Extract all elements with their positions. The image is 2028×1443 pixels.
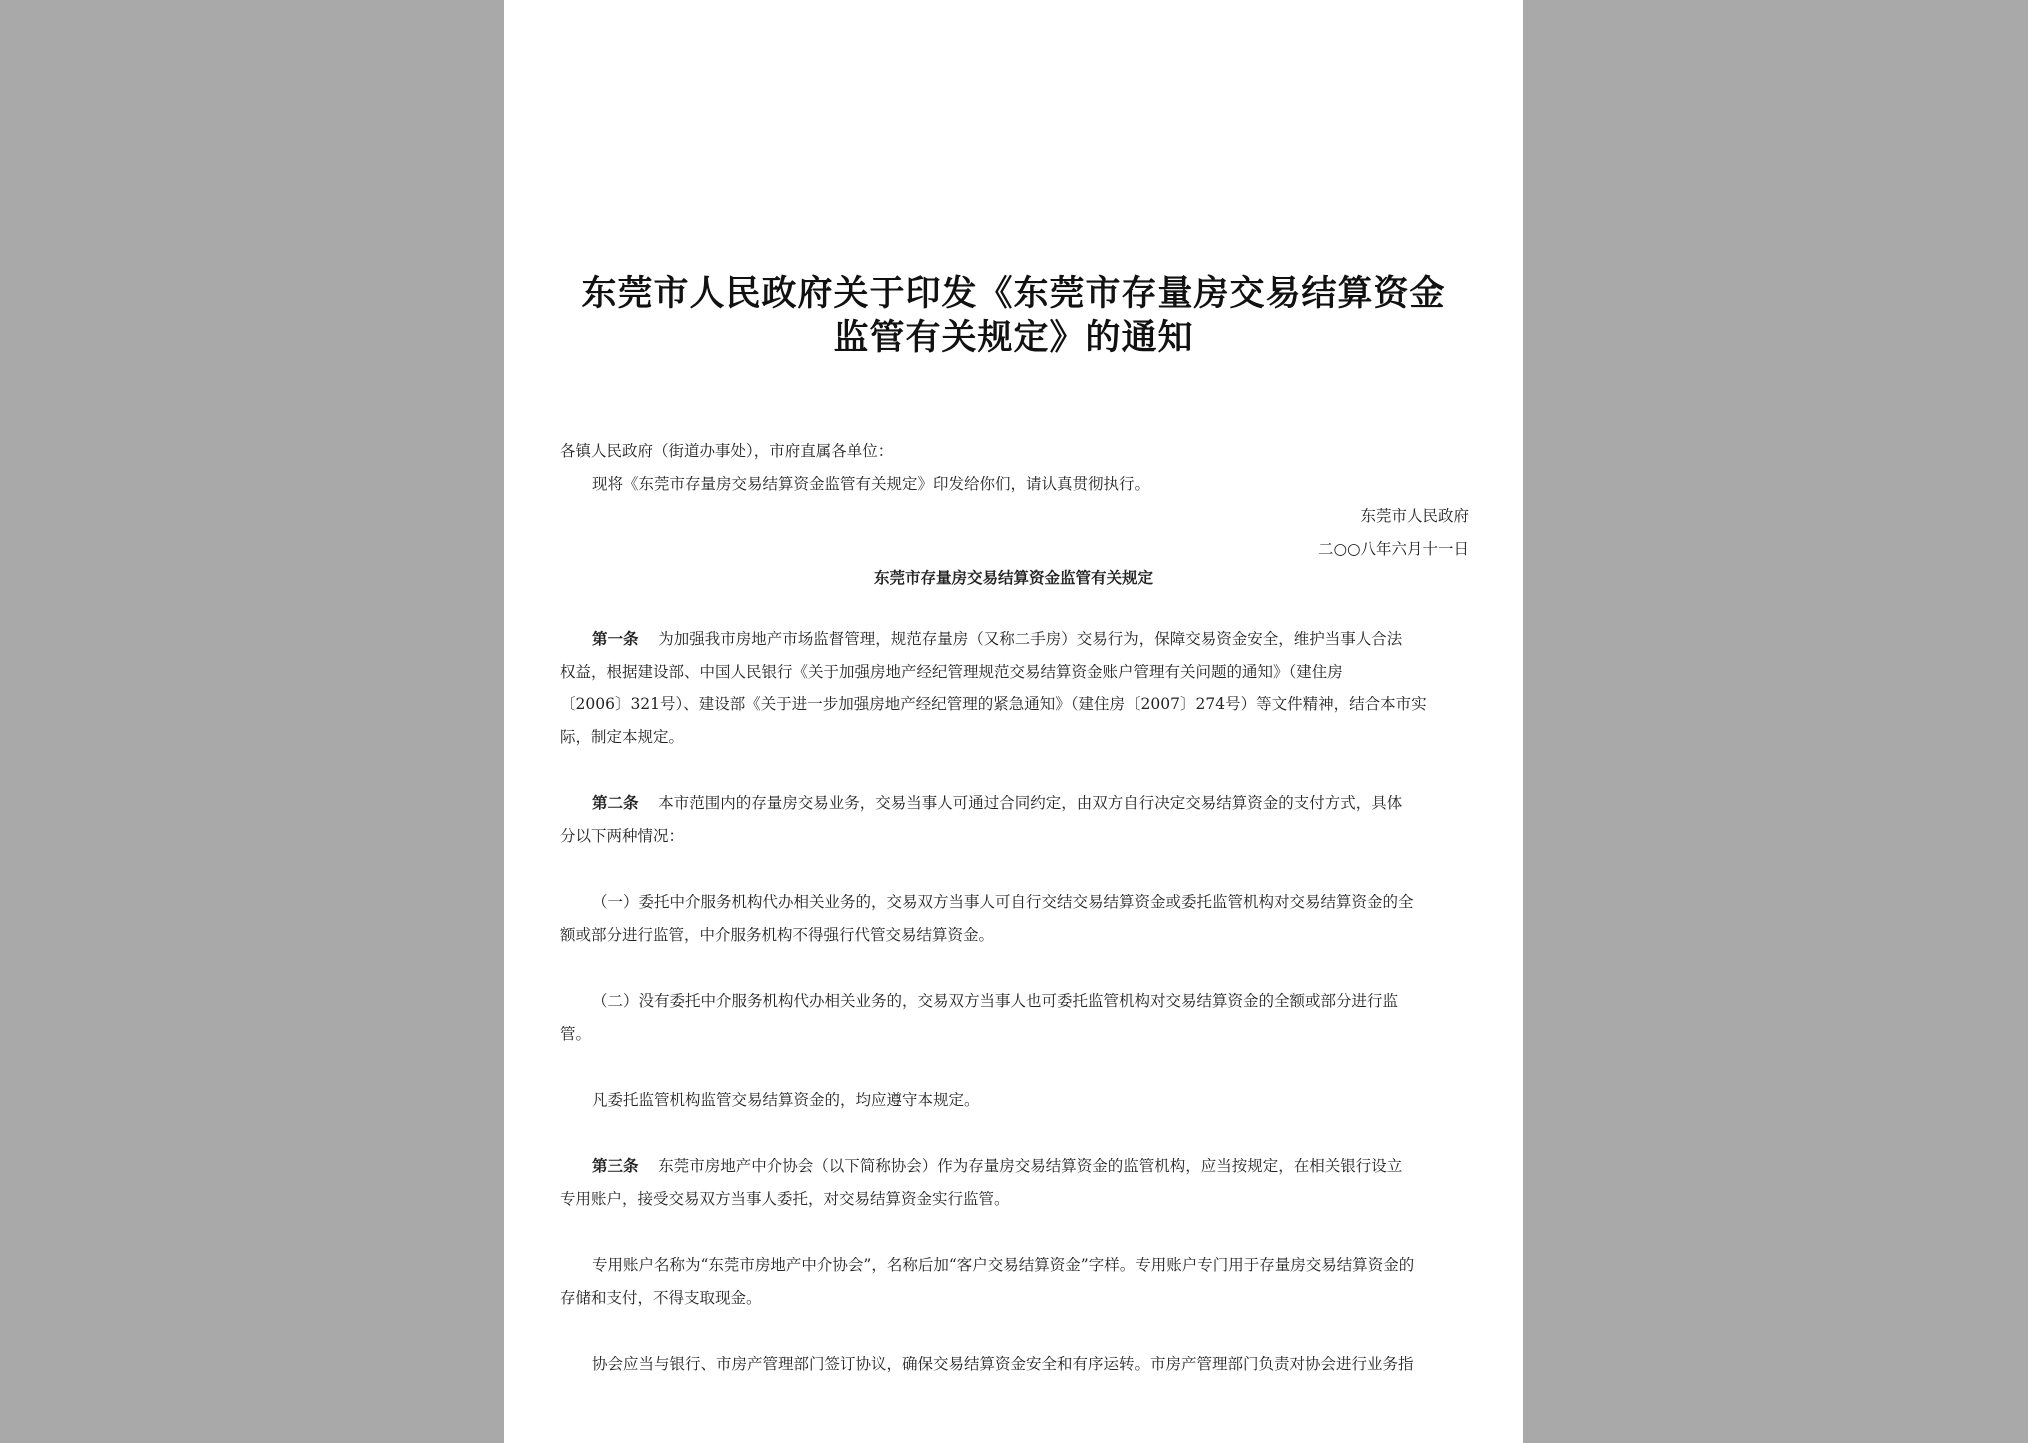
article-3-line-2: 专用账户，接受交易双方当事人委托，对交易结算资金实行监管。 — [560, 1190, 1010, 1208]
item-2-line-2: 管。 — [560, 1025, 592, 1043]
article-2-line-2: 分以下两种情况： — [560, 827, 685, 845]
article-1-line-1 — [592, 629, 1402, 649]
article-1-line-4: 际，制定本规定。 — [560, 728, 685, 746]
account-line-1: 专用账户名称为“东莞市房地产中介协会”，名称后加“客户交易结算资金”字样。专用账户专门用于存量房交易结算资金的 — [592, 1256, 1415, 1274]
document-title-line2: 监管有关规定》的通知 — [833, 317, 1194, 358]
issue-date: 二○○八年六月十一日 — [1317, 540, 1469, 558]
article-1-line-2: 权益，根据建设部、中国人民银行《关于加强房地产经纪管理规范交易结算资金账户管理有关问题的通知》（建住房 — [560, 663, 1343, 681]
article-2-label: 第二条 — [592, 793, 639, 812]
article-1-line-3: 〔2006〕321号）、建设部《关于进一步加强房地产经纪管理的紧急通知》（建住房〔2007〕274号）等文件精神，结合本市实 — [560, 695, 1427, 713]
article-3-label: 第三条 — [592, 1156, 639, 1175]
article-3-text: 东莞市房地产中介协会（以下简称协会）作为存量房交易结算资金的监管机构，应当按规定，在相关银行设立 — [658, 1157, 1403, 1175]
association-line-1: 协会应当与银行、市房产管理部门签订协议，确保交易结算资金安全和有序运转。市房产管理部门负责对协会进行业务指 — [592, 1355, 1414, 1373]
signer: 东莞市人民政府 — [1360, 507, 1469, 525]
article-2-text: 本市范围内的存量房交易业务，交易当事人可通过合同约定，由双方自行决定交易结算资金的支付方式，具体 — [658, 794, 1403, 812]
salutation: 各镇人民政府（街道办事处），市府直属各单位： — [560, 442, 894, 460]
item-1-line-1: （一）委托中介服务机构代办相关业务的，交易双方当事人可自行交结交易结算资金或委托监管机构对交易结算资金的全 — [592, 893, 1414, 911]
paragraph-all: 凡委托监管机构监管交易结算资金的，均应遵守本规定。 — [592, 1091, 980, 1109]
article-3-line-1 — [592, 1156, 1402, 1176]
regulation-subtitle: 东莞市存量房交易结算资金监管有关规定 — [873, 568, 1153, 587]
article-2-line-1 — [592, 793, 1402, 813]
document-title-line1: 东莞市人民政府关于印发《东莞市存量房交易结算资金 — [581, 273, 1446, 314]
account-line-2: 存储和支付，不得支取现金。 — [560, 1289, 762, 1307]
item-2-line-1: （二）没有委托中介服务机构代办相关业务的，交易双方当事人也可委托监管机构对交易结算资金的全额或部分进行监 — [592, 992, 1399, 1010]
article-1-text: 为加强我市房地产市场监督管理，规范存量房（又称二手房）交易行为，保障交易资金安全，维护当事人合法 — [658, 630, 1403, 648]
intro-paragraph: 现将《东莞市存量房交易结算资金监管有关规定》印发给你们，请认真贯彻执行。 — [592, 475, 1151, 493]
item-1-line-2: 额或部分进行监管，中介服务机构不得强行代管交易结算资金。 — [560, 926, 995, 944]
document-page — [504, 0, 1523, 1443]
article-1-label: 第一条 — [592, 629, 639, 648]
